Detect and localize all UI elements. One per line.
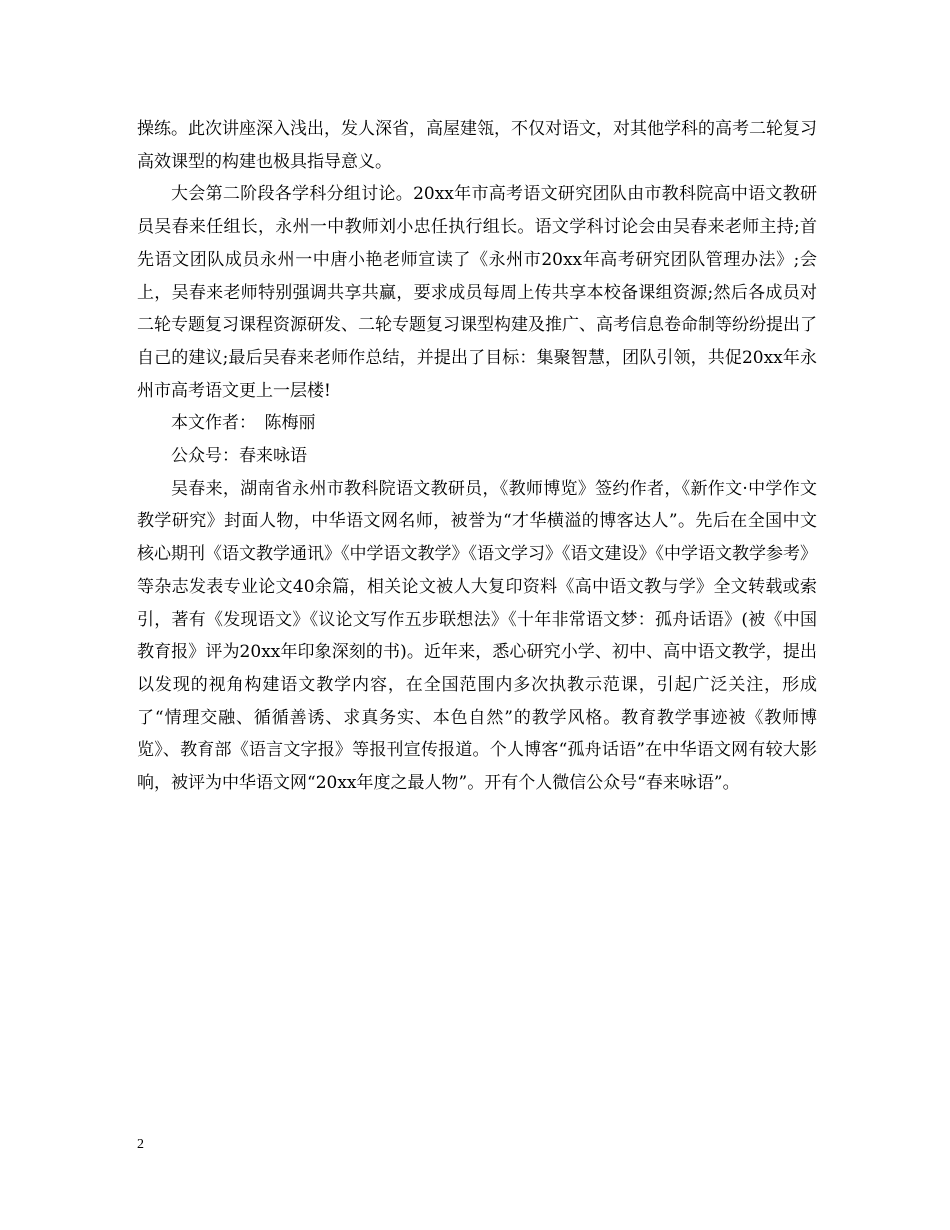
- paragraph-biography: 吴春来，湖南省永州市教科院语文教研员，《教师博览》签约作者，《新作文·中学作文教学研究》封面人物，中华语文网名师，被誉为“才华横溢的博客达人”。先后在全国中文核心期刊《语文教学通讯》《中学语文教学》《语文学习》《语文建设》《中学语文教学参考》等杂志发表专业论文40余篇，相关论文被人大复印资料《高中语文教与学》全文转载或索引，著有《发现语文》《议论文写作五步联想法》《十年非常语文梦：孤舟话语》(被《中国教育报》评为20xx年印象深刻的书)。近年来，悉心研究小学、初中、高中语文教学，提出以发现的视角构建语文教学内容，在全国范围内多次执教示范课，引起广泛关注，形成了“情理交融、循循善诱、求真务实、本色自然”的教学风格。教育教学事迹被《教师博览》、教育部《语言文字报》等报刊宣传报道。个人博客“孤舟话语”在中华语文网有较大影响，被评为中华语文网“20xx年度之最人物”。开有个人微信公众号“春来咏语”。: [137, 478, 817, 794]
- paragraph-group-discussion: 大会第二阶段各学科分组讨论。20xx年市高考语文研究团队由市教科院高中语文教研员吴春来任组长，永州一中教师刘小忠任执行组长。语文学科讨论会由吴春来老师主持;首先语文团队成员永州一中唐小艳老师宣读了《永州市20xx年高考研究团队管理办法》;会上，吴春来老师特别强调共享共赢，要求成员每周上传共享本校备课组资源;然后各成员对二轮专题复习课程资源研发、二轮专题复习课型构建及推广、高考信息卷命制等纷纷提出了自己的建议;最后吴春来老师作总结，并提出了目标：集聚智慧，团队引领，共促20xx年永州市高考语文更上一层楼!: [137, 184, 817, 401]
- paragraph-official-account: 公众号：春来咏语: [171, 446, 307, 467]
- paragraph-continuation: 操练。此次讲座深入浅出，发人深省，高屋建瓴，不仅对语文，对其他学科的高考二轮复习高效课型的构建也极具指导意义。: [137, 119, 817, 172]
- paragraph-author: 本文作者： 陈梅丽: [171, 413, 316, 434]
- document-body: [137, 113, 817, 800]
- page-number: 2: [137, 1137, 144, 1152]
